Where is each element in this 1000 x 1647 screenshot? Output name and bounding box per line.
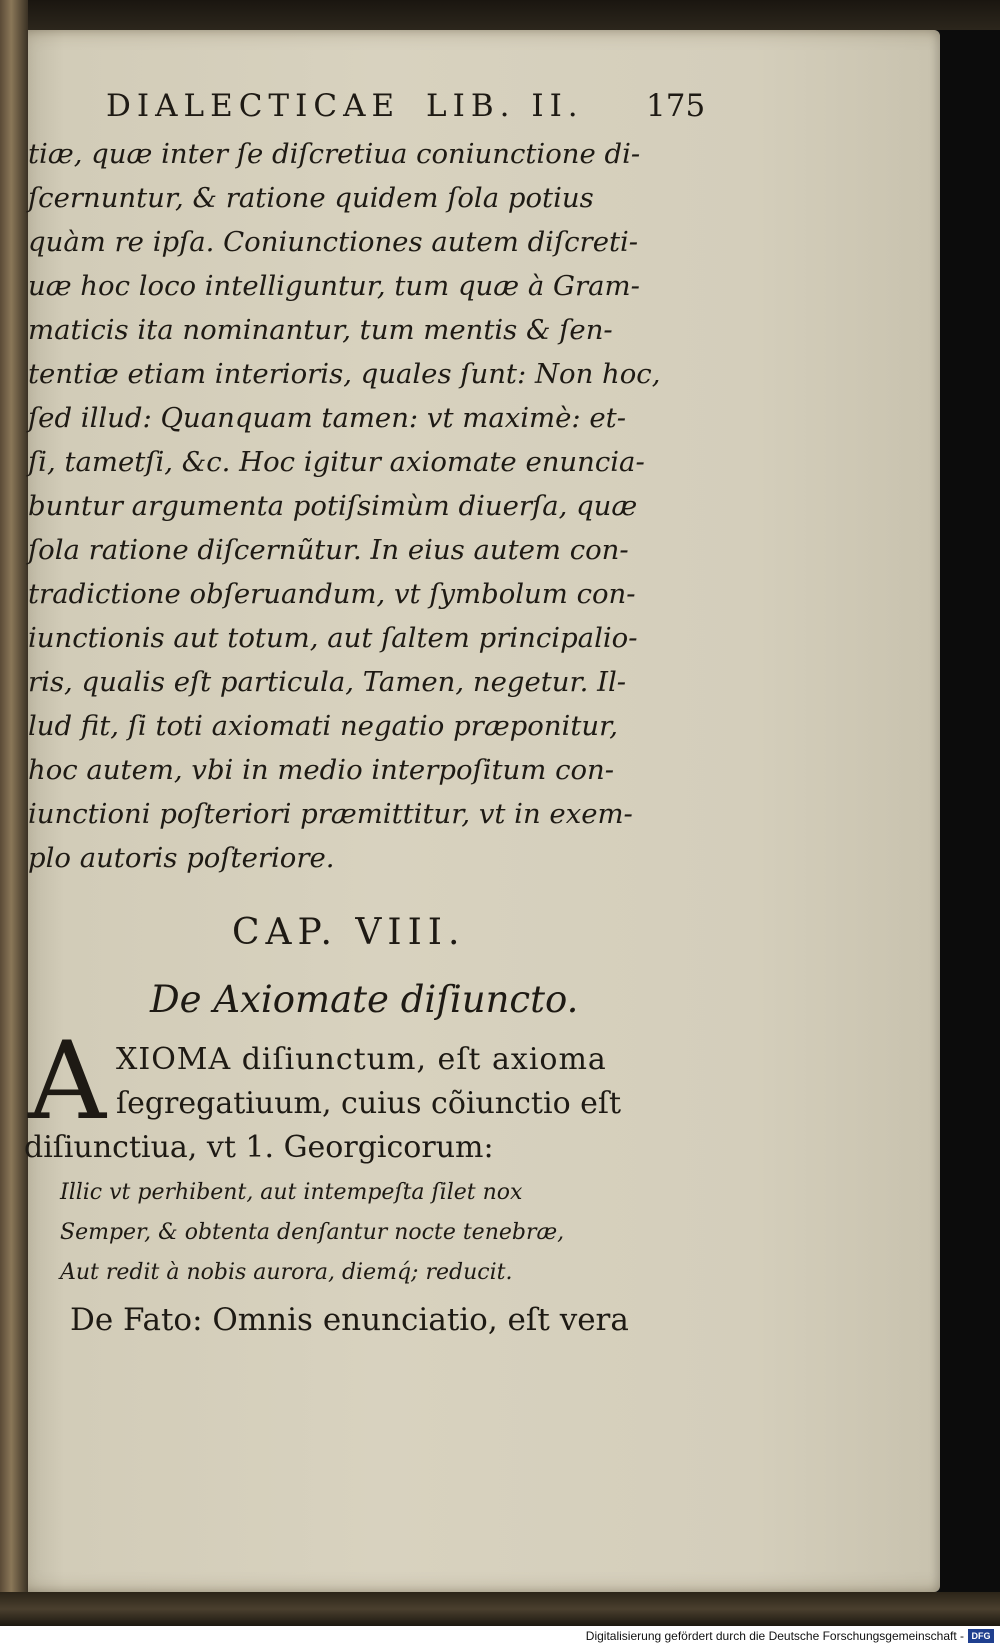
book-bottom-edge (0, 1592, 1000, 1626)
text-line: iunctionis aut totum, aut ſaltem principalio- (28, 622, 638, 654)
text-line: ſed illud: Quanquam tamen: vt maximè: et- (28, 402, 626, 434)
running-head-title: DIALECTICAE (106, 88, 401, 124)
text-line: plo autoris poſteriore. (28, 842, 335, 874)
book-spine (0, 0, 28, 1647)
drop-cap: A (28, 1019, 106, 1144)
text-line: tradictione obſeruandum, vt ſymbolum con- (28, 578, 636, 610)
text-line: hoc autem, vbi in medio interpoſitum con- (28, 754, 615, 786)
text-line: ſola ratione diſcernũtur. In eius autem con- (28, 534, 629, 566)
page-number: 175 (646, 88, 706, 124)
text-line: tiæ, quæ inter ſe diſcretiua coniunctione di- (28, 138, 641, 170)
verse-line: Semper, & obtenta denſantur nocte tenebræ, (60, 1220, 565, 1245)
text-line: quàm re ipſa. Coniunctiones autem diſcreti- (28, 226, 639, 258)
running-head-book: LIB. II. (426, 88, 584, 124)
chapter-number: CAP. VIII. (232, 912, 466, 953)
dfg-logo: DFG (968, 1629, 994, 1643)
text-line: tentiæ etiam interioris, quales ſunt: Non hoc, (28, 358, 661, 390)
text-line: ſcernuntur, & ratione quidem ſola potius (28, 182, 594, 214)
text-line: XIOMA diſiunctum, eſt axioma (116, 1042, 607, 1077)
text-line: diſiunctiua, vt 1. Georgicorum: (24, 1130, 494, 1165)
text-line: buntur argumenta potiſsimùm diuerſa, quæ (28, 490, 638, 522)
verse-line: Aut redit à nobis aurora, diemq́; reducit. (60, 1260, 513, 1285)
footer-bar (0, 1626, 1000, 1647)
book-top-edge (0, 0, 1000, 30)
text-line: uæ hoc loco intelliguntur, tum quæ à Gram- (28, 270, 640, 302)
text-line: ſegregatiuum, cuius cõiunctio eſt (116, 1086, 622, 1121)
text-line: ſi, tametſi, &c. Hoc igitur axiomate enuncia- (28, 446, 645, 478)
text-line: lud fit, ſi toti axiomati negatio præponitur, (28, 710, 618, 742)
text-line: maticis ita nominantur, tum mentis & ſen- (28, 314, 613, 346)
verse-line: Illic vt perhibent, aut intempeſta ſilet nox (60, 1180, 523, 1205)
text-line: ris, qualis eſt particula, Tamen, negetur. Il- (28, 666, 627, 698)
text-line: De Fato: Omnis enunciatio, eſt vera (70, 1302, 629, 1338)
funding-credit: Digitalisierung gefördert durch die Deutsche Forschungsgemeinschaft - (585, 1629, 964, 1643)
chapter-title: De Axiomate diſiuncto. (150, 978, 579, 1021)
text-line: iunctioni poſteriori præmittitur, vt in exem- (28, 798, 633, 830)
